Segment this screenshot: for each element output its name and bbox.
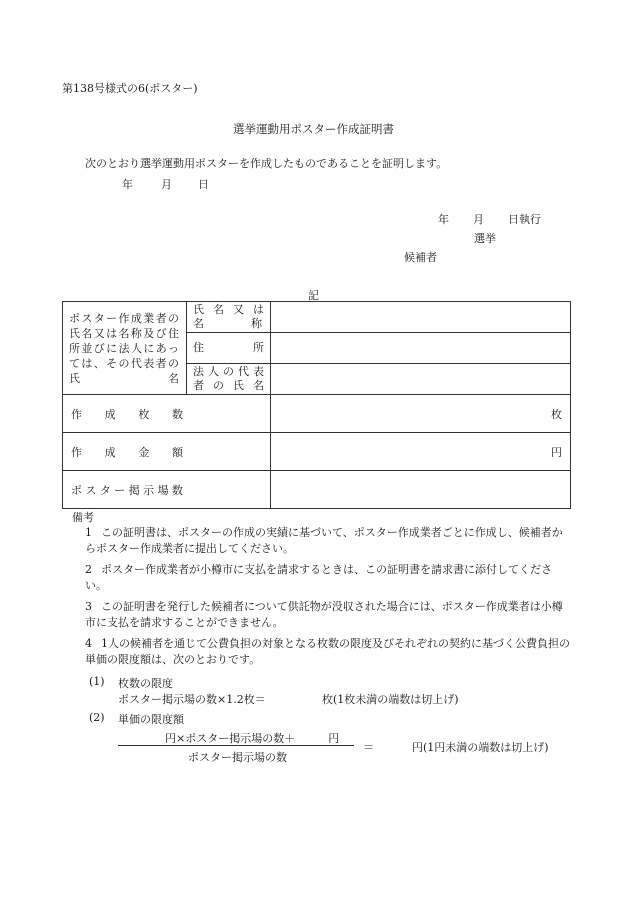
sub2-denominator: ポスター掲示場の数: [188, 751, 287, 764]
count-label: 作成枚数: [63, 395, 271, 433]
exec-month: 月: [473, 213, 484, 226]
execution-date: [438, 211, 541, 227]
note-item: 4 1人の候補者を通じて公費負担の対象となる枚数の限度及びそれぞれの契約に基づく公費負担の単価の限度額は、次のとおりです。: [85, 637, 570, 666]
ki-heading: 記: [308, 289, 319, 302]
candidate-label: 候補者: [404, 251, 437, 264]
note-item: 2 ポスター作成業者が小樽市に支払を請求するときは、この証明書を請求書に添付してください。: [85, 563, 552, 592]
sub2-heading: 単価の限度額: [118, 713, 184, 726]
amount-field[interactable]: 円: [271, 433, 571, 471]
election-name: 選挙: [474, 232, 496, 245]
sub2-equals: ＝: [363, 741, 374, 754]
certificate-table: [62, 301, 571, 509]
representative-label: 法人の代表 者の氏名: [187, 364, 271, 395]
issue-month: 月: [161, 178, 172, 191]
maker-name-field[interactable]: [271, 302, 571, 333]
issue-date: [122, 176, 209, 192]
document-title: 選挙運動用ポスター作成証明書: [233, 122, 394, 136]
notes-heading: 備考: [72, 511, 94, 524]
exec-day: 日執行: [508, 213, 541, 226]
form-number: 第138号様式の6(ポスター): [62, 82, 198, 95]
note-item: 1 この証明書は、ポスターの作成の実績に基づいて、ポスター作成業者ごとに作成し、候補者からポスター作成業者に提出してください。: [85, 526, 563, 555]
boards-label: ポスター掲示場数: [63, 471, 271, 509]
sub2-number: (2): [89, 711, 105, 724]
fraction-bar: [118, 745, 354, 746]
address-field[interactable]: [271, 333, 571, 364]
issue-day: 日: [198, 178, 209, 191]
count-field[interactable]: 枚: [271, 395, 571, 433]
sub2-result: 円(1円未満の端数は切上げ): [412, 741, 549, 754]
exec-year: 年: [438, 213, 449, 226]
issue-year: 年: [122, 178, 133, 191]
address-label: 住所: [187, 333, 271, 364]
note-item: 3 この証明書を発行した候補者について供託物が没収された場合には、ポスター作成業者は小樽市に支払を請求することができません。: [85, 600, 563, 629]
certification-statement: 次のとおり選挙運動用ポスターを作成したものであることを証明します。: [85, 157, 448, 170]
maker-name-label: 氏名又は 名称: [187, 302, 271, 333]
amount-label: 作成金額: [63, 433, 271, 471]
maker-label: ポスター作成業者の氏名又は名称及び住所並びに法人にあっては、その代表者の氏名: [63, 302, 187, 395]
representative-field[interactable]: [271, 364, 571, 395]
sub1-heading: 枚数の限度: [118, 677, 173, 690]
sub2-numerator: 円×ポスター掲示場の数＋ 円: [165, 732, 340, 745]
sub1-result: 枚(1枚未満の端数は切上げ): [322, 693, 459, 706]
sub1-number: (1): [89, 675, 105, 688]
boards-field[interactable]: [271, 471, 571, 509]
sub1-formula: ポスター掲示場の数×1.2枚＝: [118, 693, 266, 706]
